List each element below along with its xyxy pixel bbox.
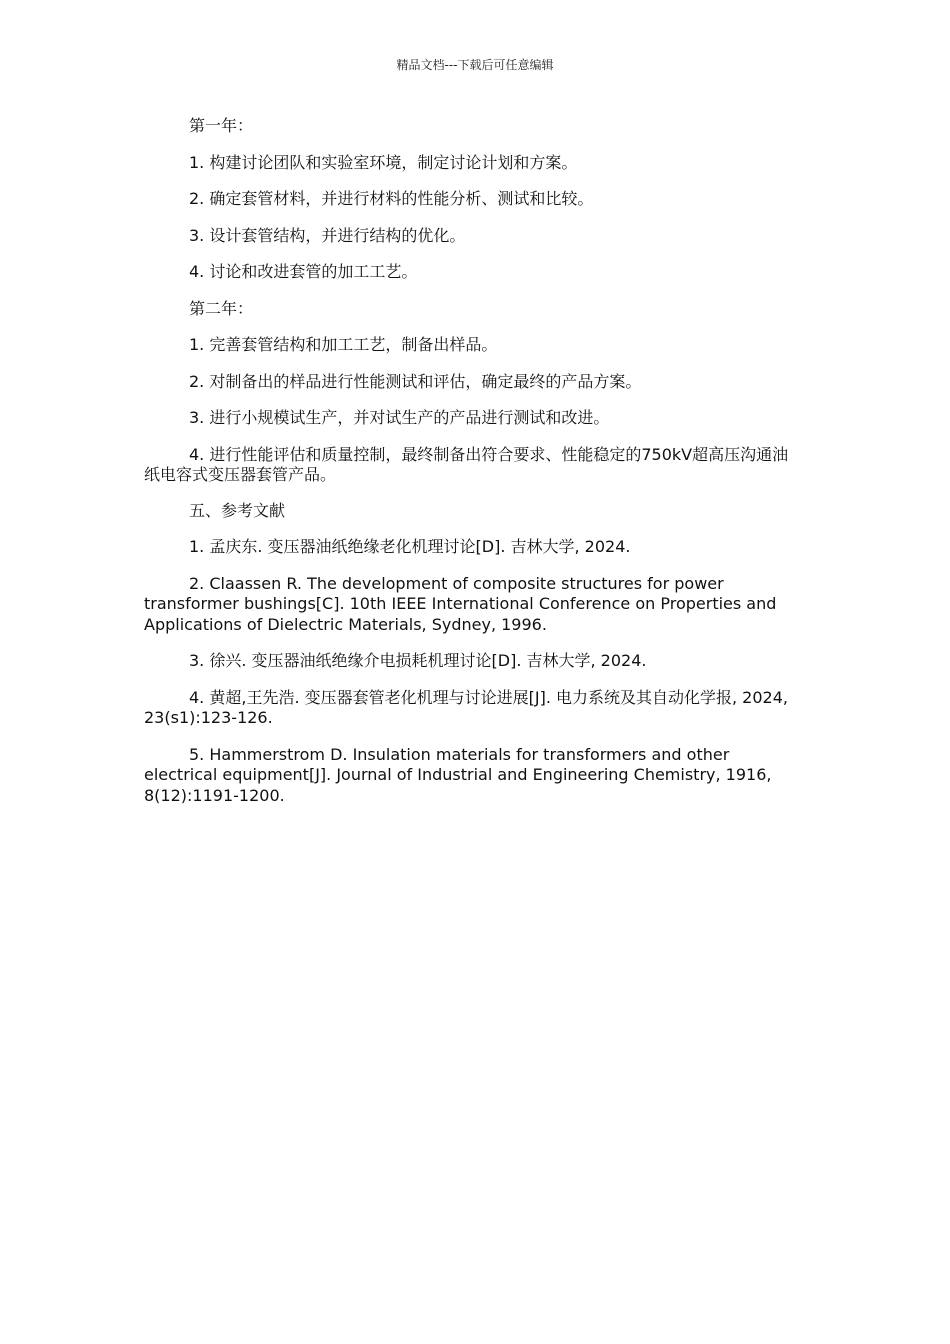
- list-item: 3. 设计套管结构，并进行结构的优化。: [189, 225, 466, 245]
- section-label-year-one: 第一年：: [189, 116, 254, 135]
- document-body: [144, 116, 804, 822]
- list-item: 3. 进行小规模试生产，并对试生产的产品进行测试和改进。: [189, 408, 610, 427]
- list-item: 4. 讨论和改进套管的加工工艺。: [189, 262, 418, 281]
- section-label-year-two: 第二年：: [189, 298, 254, 318]
- list-item: 2. 对制备出的样品进行性能测试和评估，确定最终的产品方案。: [189, 371, 642, 391]
- reference-item: 3. 徐兴. 变压器油纸绝缘介电损耗机理讨论[D]. 吉林大学, 2024.: [189, 651, 647, 670]
- page-header: 精品文档---下载后可任意编辑: [396, 58, 554, 72]
- reference-item: 5. Hammerstrom D. Insulation materials for transformers and other electrical equipment[J]. Journal of Industrial and Engineering Chemistry, 1916, 8(12):1191-1200.: [144, 744, 772, 805]
- reference-item: 4. 黄超,王先浩. 变压器套管老化机理与讨论进展[J]. 电力系统及其自动化学报, 2024, 23(s1):123-126.: [144, 687, 788, 727]
- section-heading-references: 五、参考文献: [189, 500, 286, 520]
- list-item: 2. 确定套管材料，并进行材料的性能分析、测试和比较。: [189, 189, 594, 208]
- reference-item: 1. 孟庆东. 变压器油纸绝缘老化机理讨论[D]. 吉林大学, 2024.: [189, 537, 631, 556]
- list-item: 1. 构建讨论团队和实验室环境，制定讨论计划和方案。: [189, 152, 578, 172]
- list-item: 4. 进行性能评估和质量控制，最终制备出符合要求、性能稳定的750kV超高压沟通油纸电容式变压器套管产品。: [144, 444, 789, 484]
- list-item: 1. 完善套管结构和加工工艺，制备出样品。: [189, 335, 498, 354]
- reference-item: 2. Claassen R. The development of composite structures for power transformer bushings[C]. 10th IEEE International Conference on Properties and Applications of Dielectric Materials, Sydney, 1996.: [144, 573, 777, 634]
